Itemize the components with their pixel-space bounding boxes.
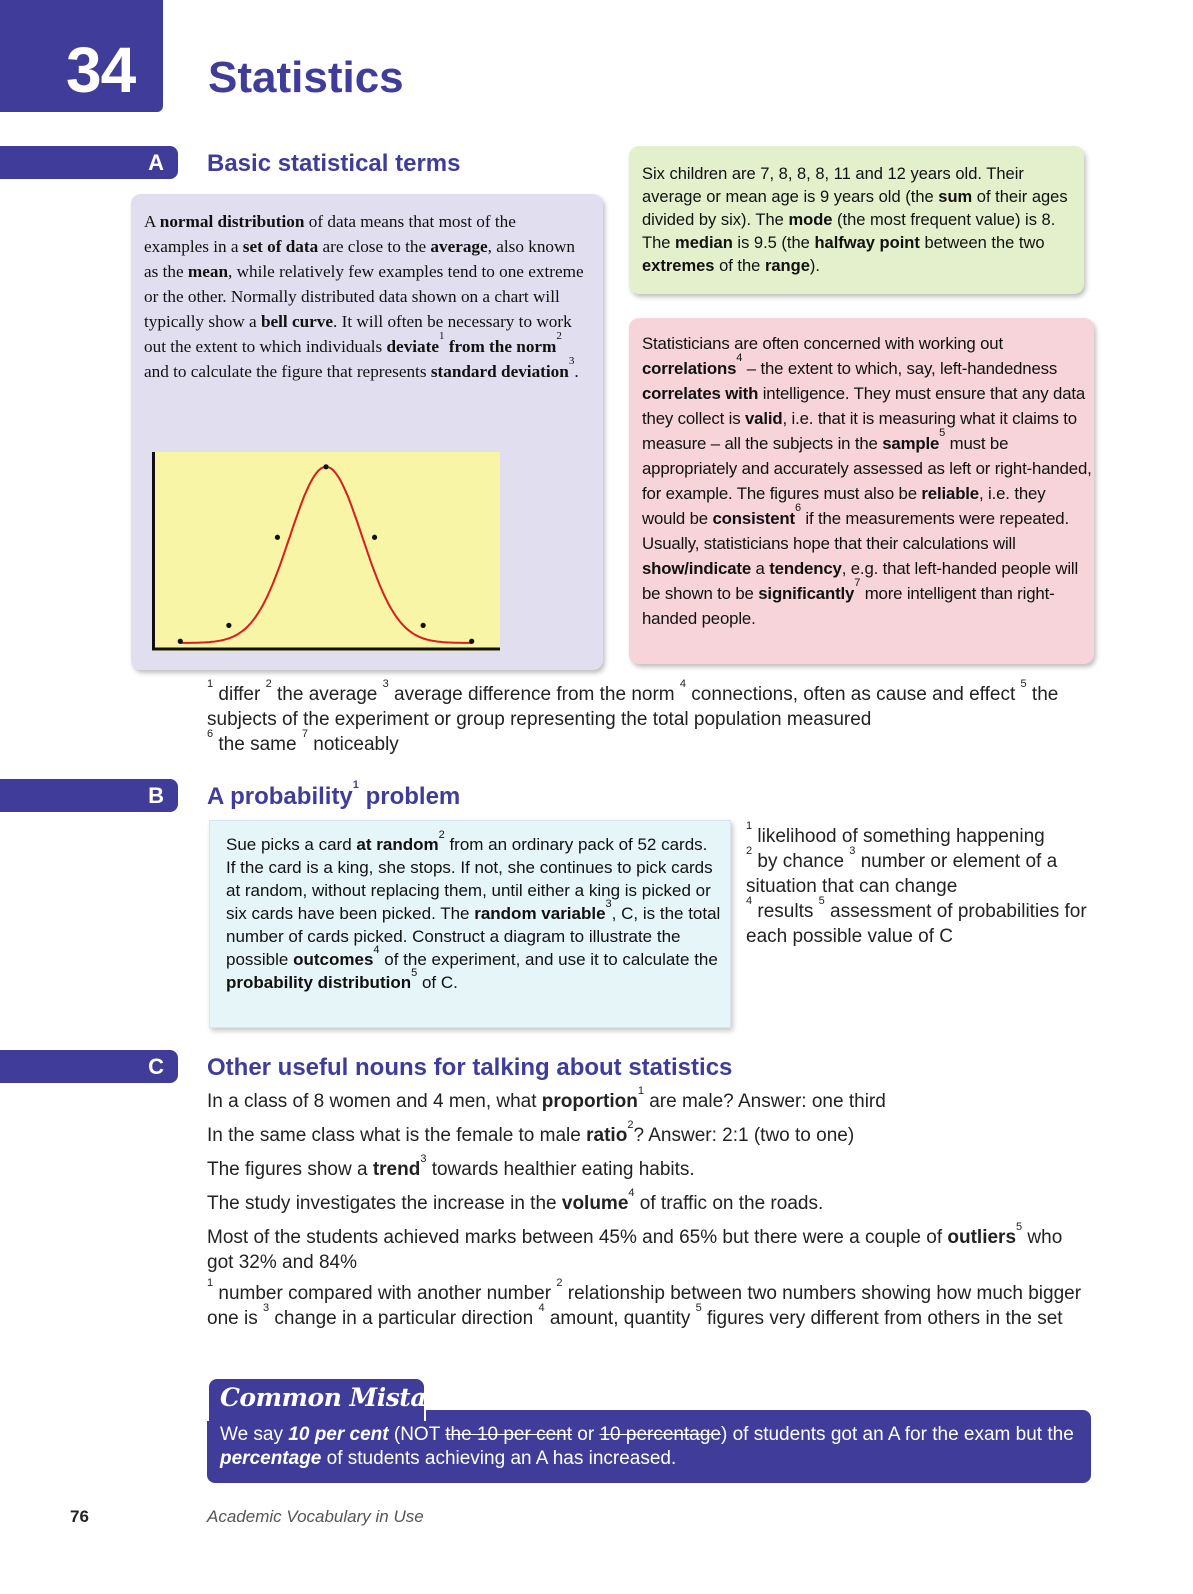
section-a-bar (0, 146, 178, 179)
mean-mode-median-text: Six children are 7, 8, 8, 8, 11 and 12 years old. Their average or mean age is 9 years old (the sum of their ages divided by six). The mode (the most frequent value) is 8. The median is 9.5 (the halfway point between the two extremes of the range). (642, 165, 1068, 275)
section-b-heading: A probability$^1$ problem (207, 779, 461, 810)
normal-distribution-text: A normal distribution of data means that most of the examples in a set of data are close to the average, also known as the mean, while relatively few examples tend to one extreme or the other. Normally distributed data shown on a chart will typically show a bell curve. It will often be necessary to work out the extent to which individuals deviate$^1$ from the norm$^2$ and to calculate the figure that represents standard deviation$^3$. (144, 212, 584, 381)
section-c-heading: Other useful nouns for talking about statistics (207, 1054, 733, 1081)
curve-point (469, 639, 474, 644)
section-b-bar (0, 779, 178, 812)
curve-point (323, 464, 328, 469)
section-b-letter: B (148, 783, 164, 808)
section-c-line: The figures show a trend$^3$ towards healthier eating habits. (207, 1153, 695, 1180)
section-c-line: In a class of 8 women and 4 men, what proportion$^1$ are male? Answer: one third (207, 1085, 886, 1112)
section-c-glossary: $^1$ number compared with another number $^2$ relationship between two numbers showing how much bigger one is $^3$ change in a particular direction $^4$ amount, quantity $^5$ figures very different from others in the set (207, 1277, 1082, 1329)
curve-point (226, 623, 231, 628)
section-a-glossary: $^1$ differ $^2$ the average $^3$ average difference from the norm $^4$ connections, often as cause and effect $^5$ the subjects of the experiment or group representing the total population measured $^6$ the same $^7$ noticeably (207, 678, 1059, 755)
curve-point (275, 535, 280, 540)
page-title: Statistics (208, 53, 404, 102)
section-b-glossary: $^1$ likelihood of something happening $^2$ by chance $^3$ number or element of a situation that can change $^4$ results $^5$ assessment of probabilities for each possible value of C (746, 820, 1087, 947)
curve-point (372, 535, 377, 540)
common-mistake-text: We say 10 per cent (NOT the 10 per cent or 10 percentage) of students got an A for the exam but the percentage of students achieving an A has increased. (220, 1424, 1074, 1469)
common-mistake-title: Common Mistake (220, 1383, 459, 1412)
probability-problem-text: Sue picks a card at random$^2$ from an ordinary pack of 52 cards. If the card is a king, she stops. If not, she continues to pick cards at random, without replacing them, until either a king is picked or six cards have been picked. The random variable$^3$, C, is the total number of cards picked. Construct a diagram to illustrate the possible outcomes$^4$ of the experiment, and use it to calculate the probability distribution$^5$ of C. (226, 829, 721, 992)
page-number: 76 (70, 1507, 89, 1526)
section-c-bar (0, 1050, 178, 1083)
section-c-line: In the same class what is the female to male ratio$^2$? Answer: 2:1 (two to one) (207, 1119, 855, 1146)
unit-number: 34 (66, 34, 136, 106)
section-c-line: Most of the students achieved marks between 45% and 65% but there were a couple of outliers$^5$ who got 32% and 84% (207, 1221, 1063, 1273)
section-c-line: The study investigates the increase in the volume$^4$ of traffic on the roads. (207, 1187, 824, 1214)
curve-point (178, 639, 183, 644)
section-a-heading: Basic statistical terms (207, 150, 461, 177)
chart-background (152, 452, 500, 651)
book-title: Academic Vocabulary in Use (207, 1507, 424, 1526)
section-c-letter: C (148, 1054, 164, 1079)
section-a-letter: A (148, 150, 164, 175)
correlations-text: Statisticians are often concerned with working out correlations$^4$ – the extent to which, say, left-handedness correlates with intelligence. They must ensure that any data they collect is valid, i.e. that it is measuring what it claims to measure – all the subjects in the sample$^5$ must be appropriately and accurately assessed as left or right-handed, for example. The figures must also be reliable, i.e. they would be consistent$^6$ if the measurements were repeated. Usually, statisticians hope that their calculations will show/indicate a tendency, e.g. that left-handed people will be shown to be significantly$^7$ more intelligent than right-handed people. (642, 334, 1092, 628)
bell-curve-chart (152, 452, 500, 651)
curve-point (421, 623, 426, 628)
